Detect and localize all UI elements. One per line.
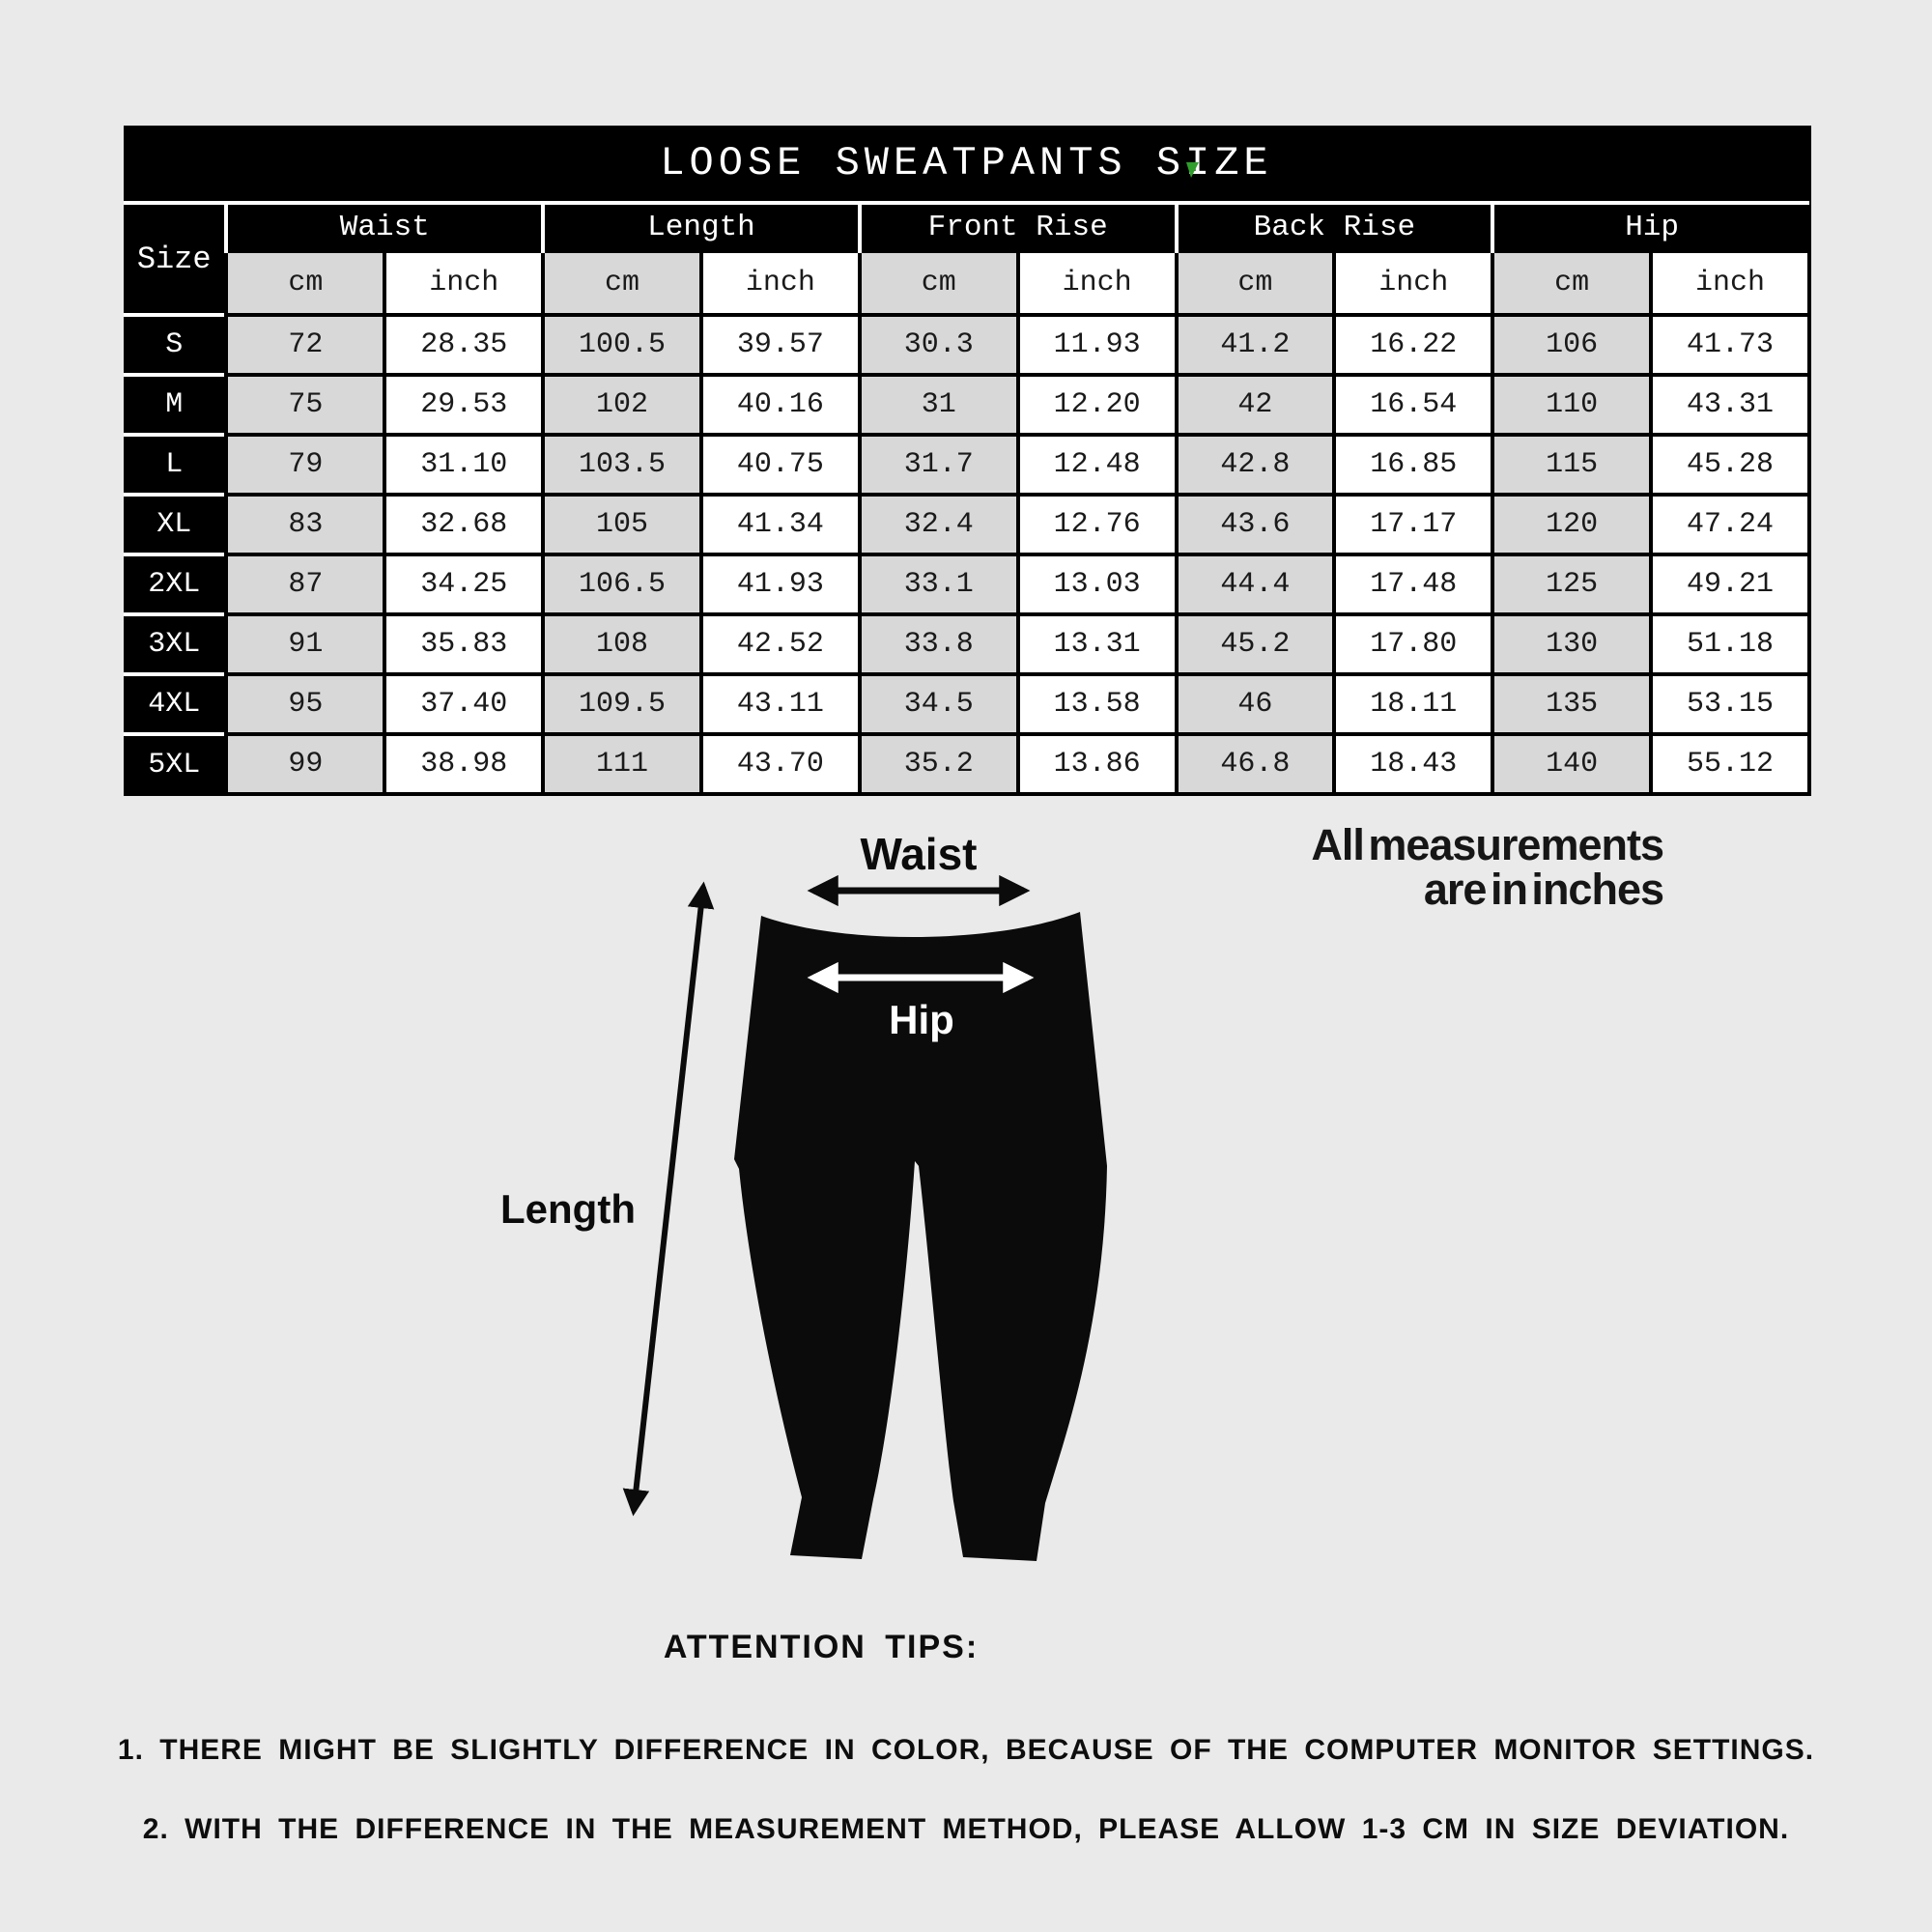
cell: 41.34 xyxy=(701,495,860,554)
cell: 42.52 xyxy=(701,614,860,674)
cell: 49.21 xyxy=(1651,554,1809,614)
cell: 53.15 xyxy=(1651,674,1809,734)
length-arrow xyxy=(634,887,703,1511)
table-row xyxy=(124,614,1809,674)
cell: 108 xyxy=(543,614,701,674)
cell: 91 xyxy=(226,614,384,674)
measurement-note-line2: are in inches xyxy=(1423,864,1663,914)
cell: 110 xyxy=(1492,375,1651,435)
table-row xyxy=(124,375,1809,435)
cell: 109.5 xyxy=(543,674,701,734)
size-cell: 3XL xyxy=(124,614,226,674)
group-header-waist: Waist xyxy=(226,203,543,251)
cell: 72 xyxy=(226,315,384,375)
cell: 120 xyxy=(1492,495,1651,554)
cell: 35.83 xyxy=(384,614,543,674)
cell: 12.76 xyxy=(1018,495,1177,554)
cell: 46.8 xyxy=(1177,734,1335,794)
attention-tips-heading: ATTENTION TIPS: xyxy=(663,1629,980,1665)
unit-inch: inch xyxy=(1334,251,1492,315)
cell: 33.8 xyxy=(860,614,1018,674)
cell: 17.48 xyxy=(1334,554,1492,614)
group-header-back-rise: Back Rise xyxy=(1177,203,1493,251)
unit-cm: cm xyxy=(860,251,1018,315)
cell: 100.5 xyxy=(543,315,701,375)
cell: 16.85 xyxy=(1334,435,1492,495)
cell: 46 xyxy=(1177,674,1335,734)
cell: 79 xyxy=(226,435,384,495)
unit-header-row xyxy=(124,251,1809,315)
cell: 34.5 xyxy=(860,674,1018,734)
cell: 115 xyxy=(1492,435,1651,495)
cell: 13.86 xyxy=(1018,734,1177,794)
cell: 140 xyxy=(1492,734,1651,794)
size-cell: 5XL xyxy=(124,734,226,794)
unit-inch: inch xyxy=(1018,251,1177,315)
table-row xyxy=(124,495,1809,554)
cell: 41.2 xyxy=(1177,315,1335,375)
cell: 42 xyxy=(1177,375,1335,435)
cell: 34.25 xyxy=(384,554,543,614)
measurement-note xyxy=(1311,820,1663,914)
cell: 130 xyxy=(1492,614,1651,674)
group-header-front-rise: Front Rise xyxy=(860,203,1177,251)
attention-tip-2: 2. WITH THE DIFFERENCE IN THE MEASUREMENT METHOD, PLEASE ALLOW 1-3 CM IN SIZE DEVIATION. xyxy=(142,1813,1790,1845)
unit-cm: cm xyxy=(226,251,384,315)
group-header-row xyxy=(124,203,1809,251)
cell: 38.98 xyxy=(384,734,543,794)
sweatpants-measurement-diagram xyxy=(415,823,1130,1596)
cell: 30.3 xyxy=(860,315,1018,375)
sweatpants-diagram-svg xyxy=(415,823,1130,1596)
attention-tip-1: 1. THERE MIGHT BE SLIGHTLY DIFFERENCE IN COLOR, BECAUSE OF THE COMPUTER MONITOR SETTINGS. xyxy=(117,1734,1815,1766)
table-title: LOOSE SWEATPANTS SIZE xyxy=(124,126,1809,203)
table-title-row xyxy=(124,126,1809,203)
hip-label: Hip xyxy=(889,997,954,1042)
table-row xyxy=(124,315,1809,375)
cell: 31.10 xyxy=(384,435,543,495)
cell: 75 xyxy=(226,375,384,435)
cell: 16.22 xyxy=(1334,315,1492,375)
cell: 106 xyxy=(1492,315,1651,375)
table-row xyxy=(124,554,1809,614)
size-cell: L xyxy=(124,435,226,495)
cell: 43.70 xyxy=(701,734,860,794)
attention-tips xyxy=(0,1629,1932,1846)
cell: 95 xyxy=(226,674,384,734)
cell: 43.31 xyxy=(1651,375,1809,435)
waist-label: Waist xyxy=(860,829,978,879)
table-row xyxy=(124,674,1809,734)
unit-cm: cm xyxy=(1492,251,1651,315)
unit-cm: cm xyxy=(1177,251,1335,315)
size-chart-table xyxy=(124,126,1811,796)
group-header-hip: Hip xyxy=(1492,203,1809,251)
cell: 32.4 xyxy=(860,495,1018,554)
size-cell: M xyxy=(124,375,226,435)
cell: 125 xyxy=(1492,554,1651,614)
cell: 83 xyxy=(226,495,384,554)
unit-inch: inch xyxy=(1651,251,1809,315)
size-cell: S xyxy=(124,315,226,375)
cell: 31.7 xyxy=(860,435,1018,495)
size-cell: XL xyxy=(124,495,226,554)
cell: 135 xyxy=(1492,674,1651,734)
cell: 47.24 xyxy=(1651,495,1809,554)
group-header-length: Length xyxy=(543,203,860,251)
size-cell: 4XL xyxy=(124,674,226,734)
cell: 18.11 xyxy=(1334,674,1492,734)
cell: 13.03 xyxy=(1018,554,1177,614)
cell: 37.40 xyxy=(384,674,543,734)
cell: 43.11 xyxy=(701,674,860,734)
green-artifact-icon xyxy=(1186,162,1199,178)
cell: 35.2 xyxy=(860,734,1018,794)
cell: 87 xyxy=(226,554,384,614)
cell: 45.2 xyxy=(1177,614,1335,674)
length-label: Length xyxy=(500,1186,636,1232)
cell: 18.43 xyxy=(1334,734,1492,794)
cell: 51.18 xyxy=(1651,614,1809,674)
table-row xyxy=(124,734,1809,794)
size-cell: 2XL xyxy=(124,554,226,614)
cell: 43.6 xyxy=(1177,495,1335,554)
cell: 39.57 xyxy=(701,315,860,375)
cell: 55.12 xyxy=(1651,734,1809,794)
cell: 44.4 xyxy=(1177,554,1335,614)
cell: 11.93 xyxy=(1018,315,1177,375)
cell: 17.17 xyxy=(1334,495,1492,554)
cell: 103.5 xyxy=(543,435,701,495)
cell: 105 xyxy=(543,495,701,554)
cell: 28.35 xyxy=(384,315,543,375)
table-row xyxy=(124,435,1809,495)
cell: 111 xyxy=(543,734,701,794)
cell: 99 xyxy=(226,734,384,794)
cell: 31 xyxy=(860,375,1018,435)
cell: 13.31 xyxy=(1018,614,1177,674)
cell: 13.58 xyxy=(1018,674,1177,734)
cell: 40.75 xyxy=(701,435,860,495)
cell: 32.68 xyxy=(384,495,543,554)
cell: 29.53 xyxy=(384,375,543,435)
size-table xyxy=(124,126,1811,796)
cell: 106.5 xyxy=(543,554,701,614)
cell: 33.1 xyxy=(860,554,1018,614)
cell: 16.54 xyxy=(1334,375,1492,435)
unit-cm: cm xyxy=(543,251,701,315)
cell: 12.20 xyxy=(1018,375,1177,435)
cell: 17.80 xyxy=(1334,614,1492,674)
cell: 40.16 xyxy=(701,375,860,435)
unit-inch: inch xyxy=(384,251,543,315)
cell: 42.8 xyxy=(1177,435,1335,495)
unit-inch: inch xyxy=(701,251,860,315)
cell: 41.73 xyxy=(1651,315,1809,375)
cell: 102 xyxy=(543,375,701,435)
cell: 45.28 xyxy=(1651,435,1809,495)
cell: 41.93 xyxy=(701,554,860,614)
size-column-header: Size xyxy=(124,203,226,315)
cell: 12.48 xyxy=(1018,435,1177,495)
measurement-note-line1: All measurements xyxy=(1311,820,1663,869)
